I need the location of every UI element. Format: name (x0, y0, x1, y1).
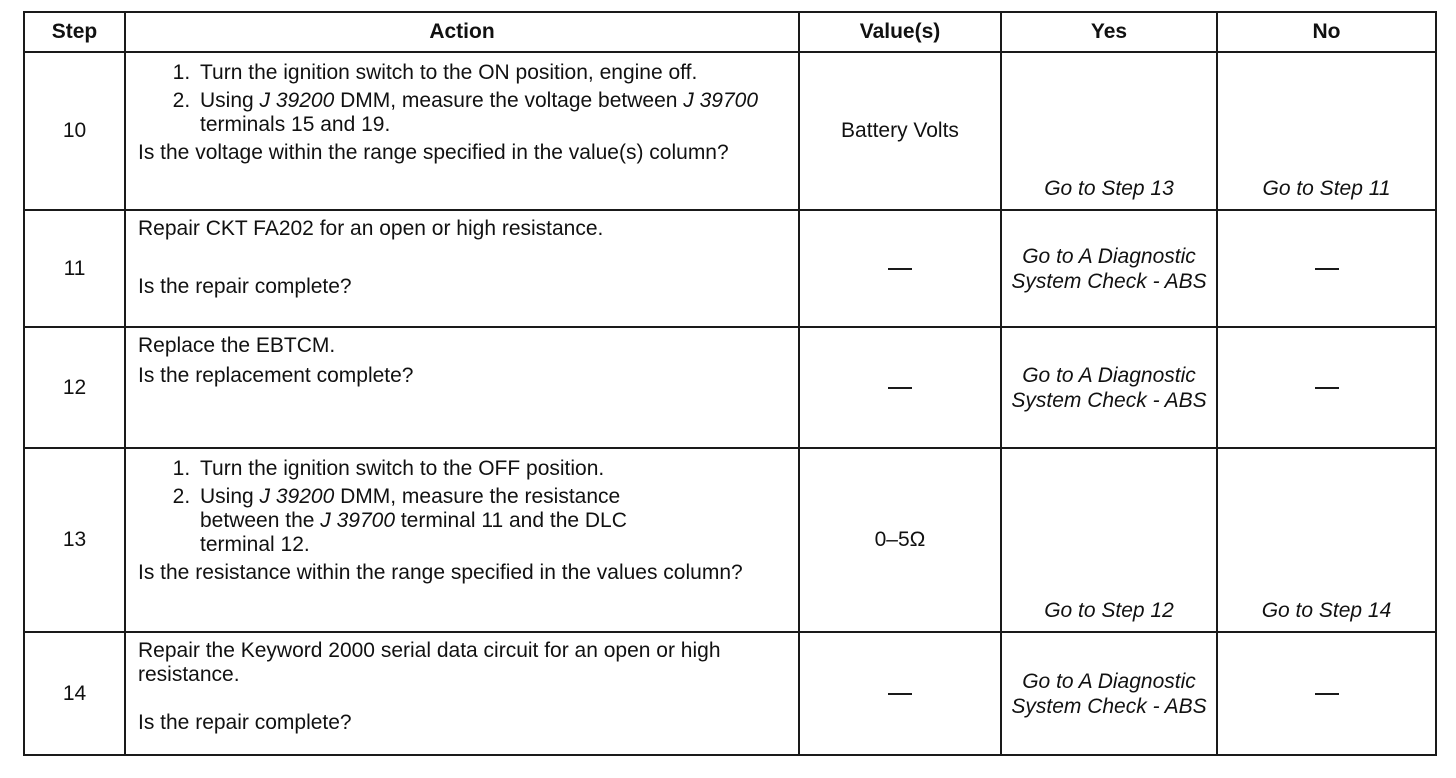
action-text: Repair CKT FA202 for an open or high resistance. (138, 217, 604, 240)
action-steps-list (138, 457, 668, 557)
header-no: No (1217, 12, 1436, 52)
list-item: 1. Turn the ignition switch to the ON position, engine off. (196, 61, 788, 85)
tool-reference: J 39700 (683, 89, 759, 112)
header-row (24, 12, 1436, 52)
value-cell (799, 210, 1001, 327)
yes-link[interactable]: Go to Step 12 (1001, 448, 1217, 632)
header-step: Step (24, 12, 125, 52)
no-link[interactable]: Go to Step 14 (1217, 448, 1436, 632)
action-question: Is the voltage within the range specified in the value(s) column? (138, 141, 729, 164)
header-action: Action (125, 12, 799, 52)
action-question: Is the replacement complete? (138, 364, 414, 387)
table-row (24, 448, 1436, 632)
action-question: Is the repair complete? (138, 711, 352, 734)
diagnostic-table (23, 11, 1437, 756)
header-values: Value(s) (799, 12, 1001, 52)
table-row (24, 210, 1436, 327)
no-link[interactable]: Go to Step 11 (1217, 52, 1436, 210)
action-cell (125, 632, 799, 755)
dash-mark (888, 693, 912, 695)
yes-link[interactable]: Go to Step 13 (1001, 52, 1217, 210)
value-cell: Battery Volts (799, 52, 1001, 210)
action-question: Is the repair complete? (138, 275, 352, 298)
action-cell (125, 448, 799, 632)
dash-mark (888, 268, 912, 270)
action-text: Replace the EBTCM. (138, 334, 336, 357)
dash-mark (1315, 693, 1339, 695)
dash-mark (1315, 387, 1339, 389)
table-row (24, 327, 1436, 448)
step-number: 13 (24, 448, 125, 632)
table-row (24, 632, 1436, 755)
step-number: 11 (24, 210, 125, 327)
no-cell (1217, 327, 1436, 448)
action-text: Repair the Keyword 2000 serial data circuit for an open or high resistance. (138, 639, 721, 686)
value-cell (799, 632, 1001, 755)
dash-mark (888, 387, 912, 389)
list-item: 2. Using J 39200 DMM, measure the voltage between J 39700 terminals 15 and 19. (196, 89, 788, 137)
tool-reference: J 39700 (320, 509, 395, 532)
list-item: 1. Turn the ignition switch to the OFF position. (196, 457, 668, 481)
action-cell (125, 210, 799, 327)
yes-link[interactable]: Go to A Diagnostic System Check - ABS (1001, 327, 1217, 448)
tool-reference: J 39200 (259, 485, 335, 508)
step-number: 10 (24, 52, 125, 210)
step-number: 12 (24, 327, 125, 448)
yes-link[interactable]: Go to A Diagnostic System Check - ABS (1001, 632, 1217, 755)
value-cell: 0–5Ω (799, 448, 1001, 632)
value-cell (799, 327, 1001, 448)
yes-link[interactable]: Go to A Diagnostic System Check - ABS (1001, 210, 1217, 327)
no-cell (1217, 210, 1436, 327)
action-steps-list (138, 61, 788, 137)
step-number: 14 (24, 632, 125, 755)
dash-mark (1315, 268, 1339, 270)
header-yes: Yes (1001, 12, 1217, 52)
no-cell (1217, 632, 1436, 755)
tool-reference: J 39200 (259, 89, 335, 112)
list-item: 2. Using J 39200 DMM, measure the resistance between the J 39700 terminal 11 and the DLC terminal 12. (196, 485, 668, 557)
action-cell (125, 52, 799, 210)
action-question: Is the resistance within the range specified in the values column? (138, 561, 743, 584)
action-cell (125, 327, 799, 448)
table-row (24, 52, 1436, 210)
